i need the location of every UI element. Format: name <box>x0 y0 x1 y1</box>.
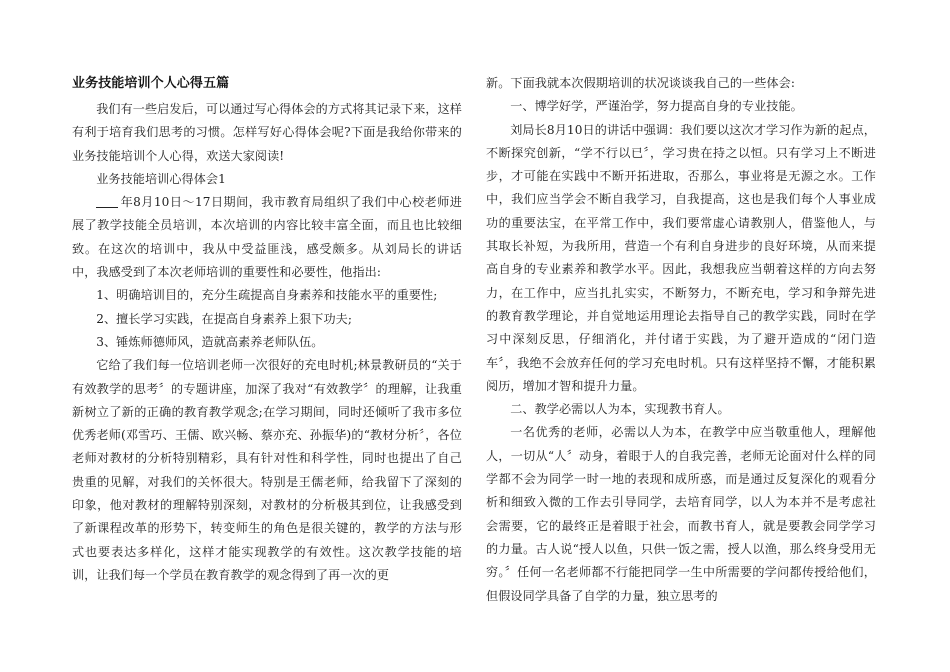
year-blank-underline <box>96 193 118 208</box>
list-item-1: 1、明确培训目的，充分生疏提高自身素养和技能水平的重要性; <box>96 288 438 303</box>
paragraph-learning: 刘局长8月10日的讲话中强调：我们要以这次才学习作为新的起点，不断探究创新，“学不行以已〞，学习贵在持之以恒。只有学习上不断进步，才可能在实践中不断开拓进取，否那么，事业将是无源之水。工作中，我们应当学会不断自我学习，自我提高，这也是我们每个人事业成功的重要法宝，在平常工作中，我们要常虚心请教别人，借鉴他人，与其取长补短，为我所用，营造一个有利自身进步的良好环境，从而来提高自身的专业素养和教学水平。因此，我想我应当朝着这样的方向去努力，在工作中，应当扎扎实实，不断努力，不断充电，学习和争辩先进的教育教学理论，并自觉地运用理论去指导自己的教学实践，同时在学习中深刻反思，仔细消化，并付诸于实践，为了避开造成的“闭门造车〞，我绝不会放弃任何的学习充电时机。只有这样坚持不懈，才能积累阅历，增加才智和提升力量。 <box>486 122 876 393</box>
document-title: 业务技能培训个人心得五篇 <box>72 76 230 91</box>
list-item-2: 2、擅长学习实践，在提高自身素养上狠下功夫; <box>96 311 353 326</box>
paragraph-continuation: 新。下面我就本次假期培训的状况谈谈我自己的一些体会: <box>486 76 796 90</box>
subheading-1: 一、博学好学，严谨治学，努力提高自身的专业技能。 <box>510 99 803 114</box>
paragraph-people-oriented: 一名优秀的老师，必需以人为本，在教学中应当敬重他人，理解他人，一切从“人〞动身，着眼于人的自我完善，老师无论面对什么样的同学都不会为同学一时一地的表现和成所惑，而是通过反复深化的观看分析和细致入微的工作去引导同学，去培育同学，以人为本并不是考虑社会需要，它的最终正是着眼于社会，而教书育人，就是要教会同学学习的力量。古人说“授人以鱼，只供一饭之需，授人以渔，那么终身受用无穷。〞任何一名老师都不行能把同学一生中所需要的学问都传授给他们，但假设同学具备了自学的力量，独立思考的 <box>486 425 876 603</box>
paragraph-training-dates-text: 年8月10日～17日期间，我市教育局组织了我们中心校老师进展了教学技能全员培训，本次培训的内容比较丰富全面，而且也比较细致。在这次的培训中，我从中受益匪浅，感受颇多。从刘局长的讲话中，我感受到了本次老师培训的重要性和必要性，他指出: <box>72 195 462 280</box>
left-column <box>72 72 462 587</box>
intro-paragraph: 我们有一些启发后，可以通过写心得体会的方式将其记录下来，这样有利于培育我们思考的习惯。怎样写好心得体会呢?下面是我给你带来的业务技能培训个人心得，欢送大家阅读! <box>72 102 463 163</box>
paragraph-training-dates <box>72 191 462 284</box>
section-heading-1: 业务技能培训心得体会1 <box>96 171 226 186</box>
paragraph-lecture: 它给了我们每一位培训老师一次很好的充电时机;林景教研员的“关于有效教学的思考〞的专题讲座，加深了我对“有效教学〞的理解，让我重新树立了新的正确的教育教学观念;在学习期间，同时还倾听了我市多位优秀老师(邓雪巧、王儒、欧兴畅、蔡亦充、孙振华)的“教材分析〞，各位老师对教材的分析特别精彩，具有针对性和科学性，同时也提出了自己贵重的见解，对我们的关怀很大。特别是王儒老师，给我留下了深刻的印象，他对教材的理解特别深刻，对教材的分析极其到位，让我感受到了新课程改革的形势下，转变师生的角色是很关键的，教学的方法与形式也要表达多样化，这样才能实现教学的有效性。这次教学技能的培训，让我们每一个学员在教育教学的观念得到了再一次的更 <box>72 358 462 582</box>
subheading-2: 二、教学必需以人为本，实现教书育人。 <box>510 402 730 417</box>
right-column <box>486 72 876 608</box>
list-item-3: 3、锤炼师德师风，造就高素养老师队伍。 <box>96 334 324 349</box>
